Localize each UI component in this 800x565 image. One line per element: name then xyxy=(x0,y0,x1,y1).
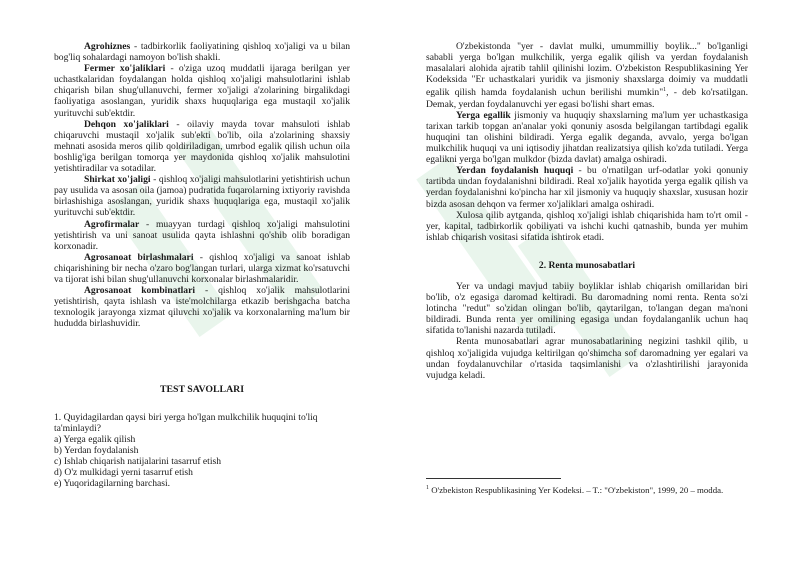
definition-text: - qishloq xo'jaligi mahsulotlarini yetishtirish uchun pay usulida va asosan oila (jamoa) pudratida fuqarolarning ixtiyoriy ravishda birlashishiga asoslangan, yuridik shaxs huquqlariga ega, mustaqil xo'jalik yurituvchi sub'ektdir. xyxy=(54,174,350,219)
definition-paragraph xyxy=(54,41,350,63)
answer-option: d) O'z mulkidagi yerni tasarruf etish xyxy=(54,467,193,478)
footnote-divider xyxy=(426,478,561,479)
body-text: jismoniy va huquqiy shaxslarning ma'lum yer uchastkasiga tarixan tarkib topgan an'analar yoki qonuniy asosda belgilangan tartibdagi egalik huquqini tan olishini bildiradi. Yerga egalik deganda, avvalo, yerga bo'lgan mulkchilik huquqi va uni iqtisodiy jihatdan realizatsiya qilish ko'zda tutiladi. Yerga egalikni yerga bo'lgan mulkdor (bizda davlat) amalga oshiradi. xyxy=(426,109,748,166)
definition-text: - oilaviy mayda tovar mahsuloti ishlab chiqaruvchi mustaqil xo'jalik sub'ekti bo'lib, oila a'zolarining shaxsiy mehnati asosida meros qilib qoldiriladigan, umrbod egalik qilish uchun oila boshlig'iga berilgan tomorqa yer maydonida qishloq xo'jalik mahsulotini yetishtiradilar va sotadilar. xyxy=(54,118,350,175)
answer-option: a) Yerga egalik qilish xyxy=(54,433,136,445)
answer-option: e) Yuqoridagilarning barchasi. xyxy=(54,478,171,490)
body-paragraph: Yer va undagi mavjud tabiiy boyliklar ishlab chiqarish omillaridan biri bo'lib, o'z egasiga daromad keltiradi. Bu daromadning nomi renta. Renta so'zi lotincha "redut" so'zidan olingan bo'lib, qaytarilgan, to'langan degan ma'noni bildiradi. Bunda renta yer omilining egasiga undan foydalanganlik uchun haq sifatida to'lanishi nazarda tutiladi. xyxy=(426,280,748,337)
term-heading: Yerdan foydalanish huquqi xyxy=(456,165,574,177)
footnote-reference: 1 xyxy=(663,87,667,94)
definition-text: - qishloq xo'jaligi va sanoat ishlab chiqarishining bir necha o'zaro bog'langan turlari, ularga xizmat ko'rsatuvchi va tijorat ishi bilan shug'ullanuvchi korxonalar birlashmalaridir. xyxy=(54,251,350,285)
definition-term: Agrofirmalar xyxy=(84,218,140,230)
definition-text: - o'ziga uzoq muddatli ijaraga berilgan yer uchastkalaridan foydalangan holda qishloq xo'jaligi mahsulotlarini ishlab chiqarish bilan shug'ullanuvchi, fermer xo'jaligi a'zolarining birgalikdagi faoliyatiga asoslangan, yuridik shaxs huquqlariga ega mustaqil xo'jalik yurituvchi sub'ektdir. xyxy=(54,63,350,119)
body-paragraph xyxy=(426,41,748,110)
definition-paragraph xyxy=(54,174,350,218)
body-paragraph: Xulosa qilib aytganda, qishloq xo'jaligi ishlab chiqarishida ham to'rt omil - yer, kapital, tadbirkorlik qobiliyati va ishchi kuchi qatnashib, bunda yer muhim ishlab chiqarish vositasi sifatida ishtirok etadi. xyxy=(426,209,748,243)
body-text: , - deb ko'rsatilgan. Demak, yerdan foydalanuvchi yer egasi bo'lishi shart emas. xyxy=(426,87,748,110)
definition-paragraph xyxy=(54,285,350,329)
footnote-mark: 1 xyxy=(426,485,429,491)
body-paragraph: Renta munosabatlari agrar munosabatlarining negizini tashkil qilib, u qishloq xo'jaligida vujudga keltirilgan qo'shimcha sof daromadning yer egalari va undan foydalanuvchilar o'rtasida taqsimlanishi va o'zlashtirilishi jarayonida vujudga keladi. xyxy=(426,336,748,381)
section-title: 2. Renta munosabatlari xyxy=(538,259,636,271)
body-text: - bu o'rnatilgan urf-odatlar yoki qonuniy tartibda undan foydalanishni bildiradi. Real xo'jalik hayotida yerga egalik qilish va yerdan foydalanishni ko'pincha har xil jismoniy va huquqiy shaxslar, xususan hozir bizda asosan dehqon va fermer xo'jaliklari amalga oshiradi. xyxy=(426,165,748,210)
footnote-text: O'zbekiston Respublikasining Yer Kodeksi. – T.: "O'zbekiston", 1999, 20 – modda. xyxy=(429,484,724,495)
definition-term: Agrosanoat kombinatlari xyxy=(84,285,196,297)
definition-text: - muayyan turdagi qishloq xo'jaligi mahsulotini yetishtirish va uni sanoat usulida qayta ishlashni qo'shib olib boradigan korxonadir. xyxy=(54,218,350,252)
definition-paragraph xyxy=(54,252,350,285)
definition-term: Dehqon xo'jaliklari xyxy=(84,118,169,130)
body-paragraph xyxy=(426,165,748,209)
answer-option: b) Yerdan foydalanish xyxy=(54,444,139,456)
definition-term: Agrohiznes xyxy=(84,41,131,52)
test-section-title: TEST SAVOLLARI xyxy=(159,384,245,396)
definition-term: Fermer xo'jaliklari xyxy=(84,63,166,75)
definition-text: - tadbirkorlik faoliyatining qishloq xo'jaligi va u bilan bog'liq sohalardagi namoyon bo'lish shakli. xyxy=(54,41,350,64)
footnote xyxy=(426,483,748,496)
left-column xyxy=(54,41,350,489)
definition-term: Agrosanoat birlashmalari xyxy=(84,251,194,263)
body-paragraph xyxy=(426,110,748,165)
test-question: 1. Quyidagilardan qaysi biri yerga ho'lgan mulkchilik huquqini to'liq ta'minlaydi? xyxy=(54,411,318,434)
term-heading: Yerga egallik xyxy=(456,109,511,121)
definition-paragraph xyxy=(54,119,350,174)
definition-text: - qishloq xo'jalik mahsulotlarini yetishtirish, qayta ishlash va iste'molchilarga etkazib berishgacha batcha texnologik jarayonga xizmat qiluvchi xo'jalik va korxonalarning ma'lum bir hududda birlashuvidir. xyxy=(54,285,350,330)
answer-option: c) Ishlab chiqarish natijalarini tasarruf etish xyxy=(54,455,222,467)
body-text: O'zbekistonda "yer - davlat mulki, umummilliy boylik..." bo'lganligi sababli yerga bo'lgan mulkchilik, yerga egalik qilish va yerdan foydalanish masalalari alohida ajratib tahlil qilinishi lozim. O'zbekiston Respublikasining Yer Kodeksida "Er uchastkalari yuridik va jismoniy shaxslarga doimiy va muddatli egalik qilish hamda foydalanish uchun berilishi mumkin" xyxy=(426,41,748,99)
definition-paragraph xyxy=(54,219,350,252)
definition-paragraph xyxy=(54,63,350,118)
right-column xyxy=(426,41,748,381)
definition-term: Shirkat xo'jaligi xyxy=(84,174,151,186)
